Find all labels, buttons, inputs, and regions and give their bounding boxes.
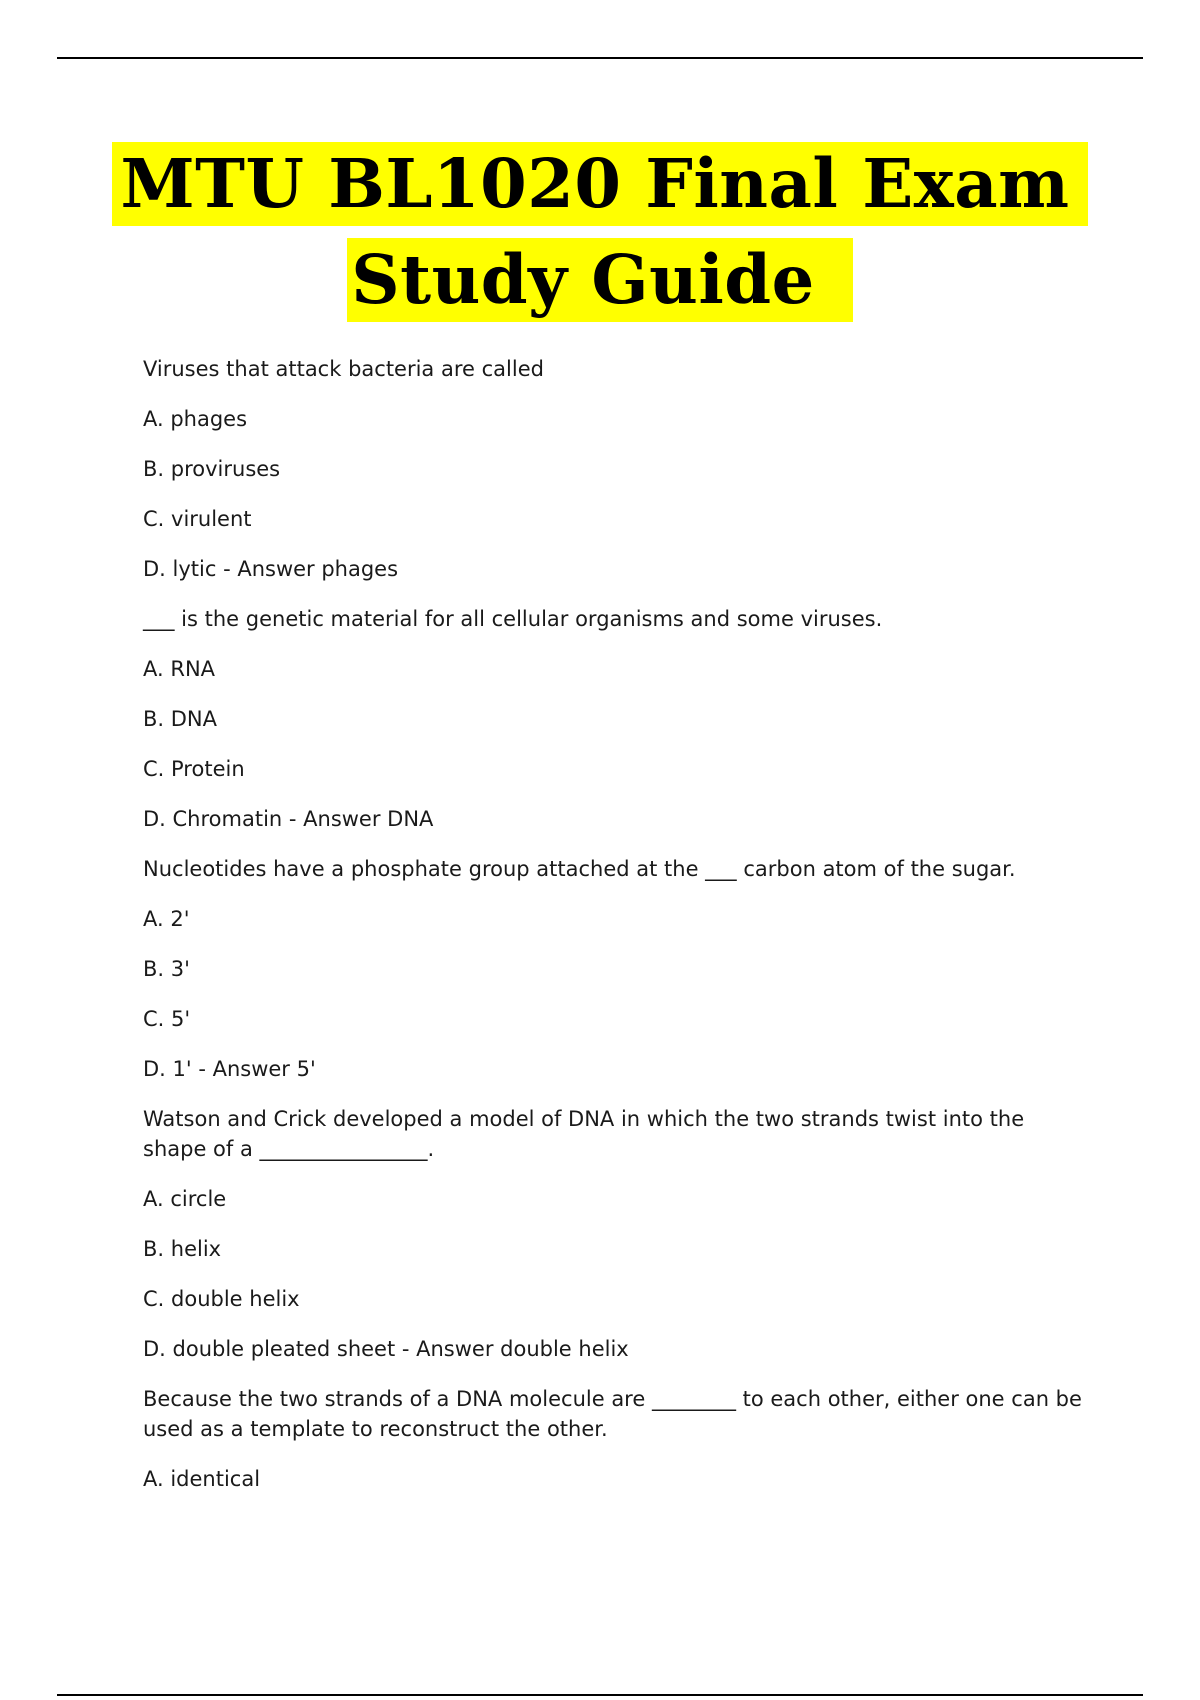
answer-option: B. DNA (143, 707, 218, 731)
answer-option: B. 3' (143, 957, 190, 981)
top-rule (57, 57, 1143, 59)
question-text: Watson and Crick developed a model of DNA in which the two strands twist into the shape of a ________________. (143, 1107, 1025, 1161)
answer-option-with-key: D. double pleated sheet - Answer double helix (143, 1337, 629, 1361)
answer-option: A. phages (143, 407, 248, 431)
bottom-rule (57, 1694, 1143, 1696)
answer-option: C. virulent (143, 507, 252, 531)
question-text: Because the two strands of a DNA molecule are ________ to each other, either one can be used as a template to reconstruct the other. (143, 1387, 1082, 1441)
question-text: ___ is the genetic material for all cellular organisms and some viruses. (143, 607, 883, 631)
question-text: Viruses that attack bacteria are called (143, 357, 544, 381)
title-line-2: Study Guide (347, 238, 853, 322)
answer-option: C. Protein (143, 757, 245, 781)
answer-option: A. circle (143, 1187, 227, 1211)
answer-option-with-key: D. lytic - Answer phages (143, 557, 399, 581)
answer-option: C. double helix (143, 1287, 300, 1311)
answer-option: A. RNA (143, 657, 216, 681)
answer-option: C. 5' (143, 1007, 191, 1031)
answer-option: A. identical (143, 1467, 261, 1491)
answer-option: B. helix (143, 1237, 222, 1261)
answer-option: A. 2' (143, 907, 190, 931)
answer-option-with-key: D. Chromatin - Answer DNA (143, 807, 434, 831)
answer-option-with-key: D. 1' - Answer 5' (143, 1057, 316, 1081)
document-body (143, 354, 1083, 1514)
question-text: Nucleotides have a phosphate group attached at the ___ carbon atom of the sugar. (143, 857, 1016, 881)
title-line-1: MTU BL1020 Final Exam (112, 142, 1087, 226)
answer-option: B. proviruses (143, 457, 281, 481)
document-title (0, 142, 1200, 322)
